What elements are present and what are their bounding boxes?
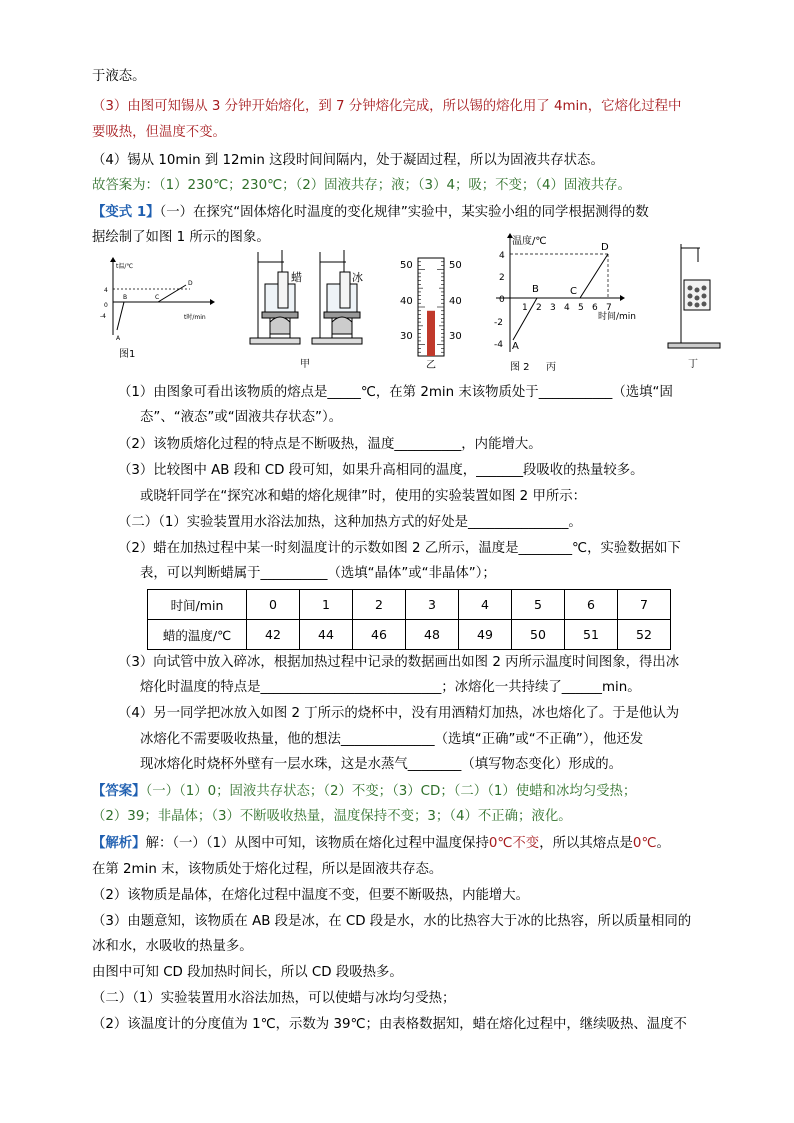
fig1-y-tick: 4 — [104, 287, 108, 294]
table-row-temp — [148, 620, 671, 650]
fig1-y-zero: 0 — [104, 302, 108, 309]
table-cell: 2 — [353, 590, 406, 620]
fig2-xtick-3: 3 — [550, 303, 556, 313]
table-cell: 52 — [618, 620, 671, 650]
ding-caption: 丁 — [688, 359, 698, 370]
fig2-xlabel: 时间/min — [598, 312, 637, 322]
explanation-line-8: （2）该温度计的分度值为 1℃，示数为 39℃；由表格数据知，蜡在熔化过程中，继续吸热、温度不 — [92, 1017, 687, 1032]
question-1a: （1）由图象可看出该物质的熔点是_____℃，在第 2min 末该物质处于___________（选填“固 — [118, 385, 673, 400]
question-2: （2）该物质熔化过程的特点是不断吸热，温度__________，内能增大。 — [118, 437, 542, 452]
table-cell: 48 — [406, 620, 459, 650]
explanation-text-1e: 。 — [656, 836, 670, 851]
text-line-1: 于液态。 — [92, 69, 146, 84]
explanation-text-1a: 解：（一）（1）从图中可知，该物质在熔化过程中温度保持 — [145, 836, 489, 851]
figure-1-graph — [100, 257, 215, 360]
therm-tick-50-right: 50 — [449, 260, 462, 271]
fig2-pt-b: B — [532, 284, 539, 295]
variant-tag: 【变式 1】 — [92, 205, 160, 220]
fig1-y-neg: -4 — [100, 313, 106, 320]
explanation-text-1b: 0℃不变 — [488, 836, 540, 851]
question-6a: （2）蜡在加热过程中某一时刻温度计的示数如图 2 乙所示，温度是________℃，实验数据如下 — [118, 541, 681, 556]
table-cell: 46 — [353, 620, 406, 650]
question-7b: 熔化时温度的特点是___________________________；冰熔化一共持续了______min。 — [140, 680, 641, 695]
table-cell: 50 — [512, 620, 565, 650]
table-cell: 0 — [247, 590, 300, 620]
jia-label-ice: 冰 — [352, 271, 363, 284]
text-line-2: （3）由图可知锡从 3 分钟开始熔化，到 7 分钟熔化完成，所以锡的熔化用了 4min，它熔化过程中 — [92, 99, 682, 114]
text-line-3: 要吸热，但温度不变。 — [92, 125, 226, 140]
fig2-ytick-2: 2 — [499, 273, 505, 283]
question-8b: 冰熔化不需要吸收热量，他的想法______________（选填“正确”或“不正确”），他还发 — [140, 732, 644, 747]
therm-tick-30-left: 30 — [400, 331, 413, 342]
table-cell: 5 — [512, 590, 565, 620]
table-cell: 49 — [459, 620, 512, 650]
therm-tick-40-left: 40 — [400, 296, 413, 307]
fig2-pt-d: D — [601, 242, 609, 253]
explanation-line-3: （2）该物质是晶体，在熔化过程中温度不变，但要不断吸热，内能增大。 — [92, 888, 530, 903]
fig2-pt-c: C — [570, 286, 577, 297]
fig2-xtick-5: 5 — [578, 303, 584, 313]
thermometer-mercury — [427, 311, 435, 356]
fig1-caption: 图1 — [119, 349, 136, 360]
explanation-line-2: 在第 2min 末，该物质处于熔化过程，所以是固液共存态。 — [92, 862, 443, 877]
fig2-xtick-2: 2 — [536, 303, 542, 313]
fig2-ytick-0: 0 — [499, 295, 505, 305]
fig1-pt-b: B — [123, 294, 128, 301]
question-5: （二）（1）实验装置用水浴法加热，这种加热方式的好处是_______________。 — [118, 515, 582, 530]
variant-text: （一）在探究“固体熔化时温度的变化规律”实验中，某实验小组的同学根据测得的数 — [159, 205, 649, 220]
therm-tick-50-left: 50 — [400, 260, 413, 271]
explanation-text-1c: ，所以其熔点是 — [539, 836, 633, 851]
answer-line-2: （2）39；非晶体；（3）不断吸收热量，温度保持不变；3；（4）不正确；液化。 — [92, 809, 572, 824]
apparatus-jia — [250, 250, 362, 344]
question-3: （3）比较图中 AB 段和 CD 段可知，如果升高相同的温度，_______段吸收的热量较多。 — [118, 463, 644, 478]
apparatus-ding — [668, 244, 720, 348]
jia-label-wax: 蜡 — [291, 271, 302, 284]
data-table — [147, 589, 671, 650]
answer-text-1: （一）（1）0；固液共存状态；（2）不变；（3）CD；（二）（1）使蜡和冰均匀受热； — [145, 784, 637, 799]
table-cell: 44 — [300, 620, 353, 650]
fig2-ytick-n2: -2 — [494, 318, 503, 328]
fig2-ytick-n4: -4 — [494, 340, 503, 350]
question-4: 或晓轩同学在“探究冰和蜡的熔化规律”时，使用的实验装置如图 2 甲所示： — [140, 489, 587, 504]
question-1b: 态”、“液态”或“固液共存状态”）。 — [140, 410, 343, 425]
explanation-line-6: 由图中可知 CD 段加热时间长，所以 CD 段吸热多。 — [92, 965, 403, 980]
fig2-caption-bing: 丙 — [546, 362, 556, 373]
explanation-line-7: （二）（1）实验装置用水浴法加热，可以使蜡与冰均匀受热； — [92, 991, 456, 1006]
fig1-pt-a: A — [116, 335, 121, 342]
explanation-line-5: 冰和水，水吸收的热量多。 — [92, 939, 253, 954]
table-cell: 1 — [300, 590, 353, 620]
table-head-temp: 蜡的温度/℃ — [148, 620, 247, 650]
fig2-ylabel: 温度/℃ — [512, 236, 547, 247]
fig2-xtick-7: 7 — [606, 303, 612, 313]
fig2-curve — [513, 254, 608, 340]
question-8a: （4）另一同学把冰放入如图 2 丁所示的烧杯中，没有用酒精灯加热，冰也熔化了。于是他认为 — [118, 706, 680, 721]
fig2-pt-a: A — [512, 341, 519, 352]
text-line-4: （4）锡从 10min 到 12min 这段时间间隔内，处于凝固过程，所以为固液共存状态。 — [92, 153, 604, 168]
jia-caption: 甲 — [300, 359, 310, 370]
fig1-pt-d: D — [188, 280, 193, 287]
fig2-xtick-6: 6 — [592, 303, 598, 313]
table-cell: 6 — [565, 590, 618, 620]
fig2-xtick-1: 1 — [522, 303, 528, 313]
fig2-caption: 图 2 — [510, 362, 530, 373]
explanation-line-1 — [92, 834, 670, 854]
table-head-time: 时间/min — [148, 590, 247, 620]
fig2-ytick-4: 4 — [499, 251, 505, 261]
question-8c: 现冰熔化时烧杯外壁有一层水珠，这是水蒸气________（填写物态变化）形成的。 — [140, 757, 623, 772]
therm-tick-40-right: 40 — [449, 296, 462, 307]
figure-2-graph — [494, 233, 636, 373]
explanation-tag: 【解析】 — [92, 836, 146, 851]
explanation-line-4: （3）由题意知，该物质在 AB 段是冰，在 CD 段是水，水的比热容大于冰的比热容，所以质量相同的 — [92, 914, 692, 929]
table-cell: 42 — [247, 620, 300, 650]
fig1-ylabel: t温/℃ — [116, 263, 134, 270]
therm-tick-30-right: 30 — [449, 331, 462, 342]
table-cell: 4 — [459, 590, 512, 620]
table-row-time — [148, 590, 671, 620]
table-cell: 3 — [406, 590, 459, 620]
fig1-pt-c: C — [155, 294, 160, 301]
fig1-curve — [117, 285, 186, 330]
answer-line-1 — [92, 782, 636, 802]
question-7a: （3）向试管中放入碎冰，根据加热过程中记录的数据画出如图 2 丙所示温度时间图象，得出冰 — [118, 655, 680, 670]
fig1-xlabel: t时/min — [184, 314, 206, 321]
question-6b: 表，可以判断蜡属于__________（选填“晶体”或“非晶体”）； — [140, 566, 496, 581]
variant-text-2: 据绘制了如图 1 所示的图象。 — [92, 230, 270, 245]
fig2-xtick-4: 4 — [564, 303, 570, 313]
answer-tag: 【答案】 — [92, 784, 146, 799]
answer-summary: 故答案为：（1）230℃；230℃；（2）固液共存；液；（3）4；吸；不变；（4）固液共存。 — [92, 178, 631, 193]
explanation-text-1d: 0℃ — [632, 836, 657, 851]
table-cell: 51 — [565, 620, 618, 650]
table-cell: 7 — [618, 590, 671, 620]
thermometer-yi — [400, 258, 462, 371]
yi-caption: 乙 — [426, 360, 436, 371]
